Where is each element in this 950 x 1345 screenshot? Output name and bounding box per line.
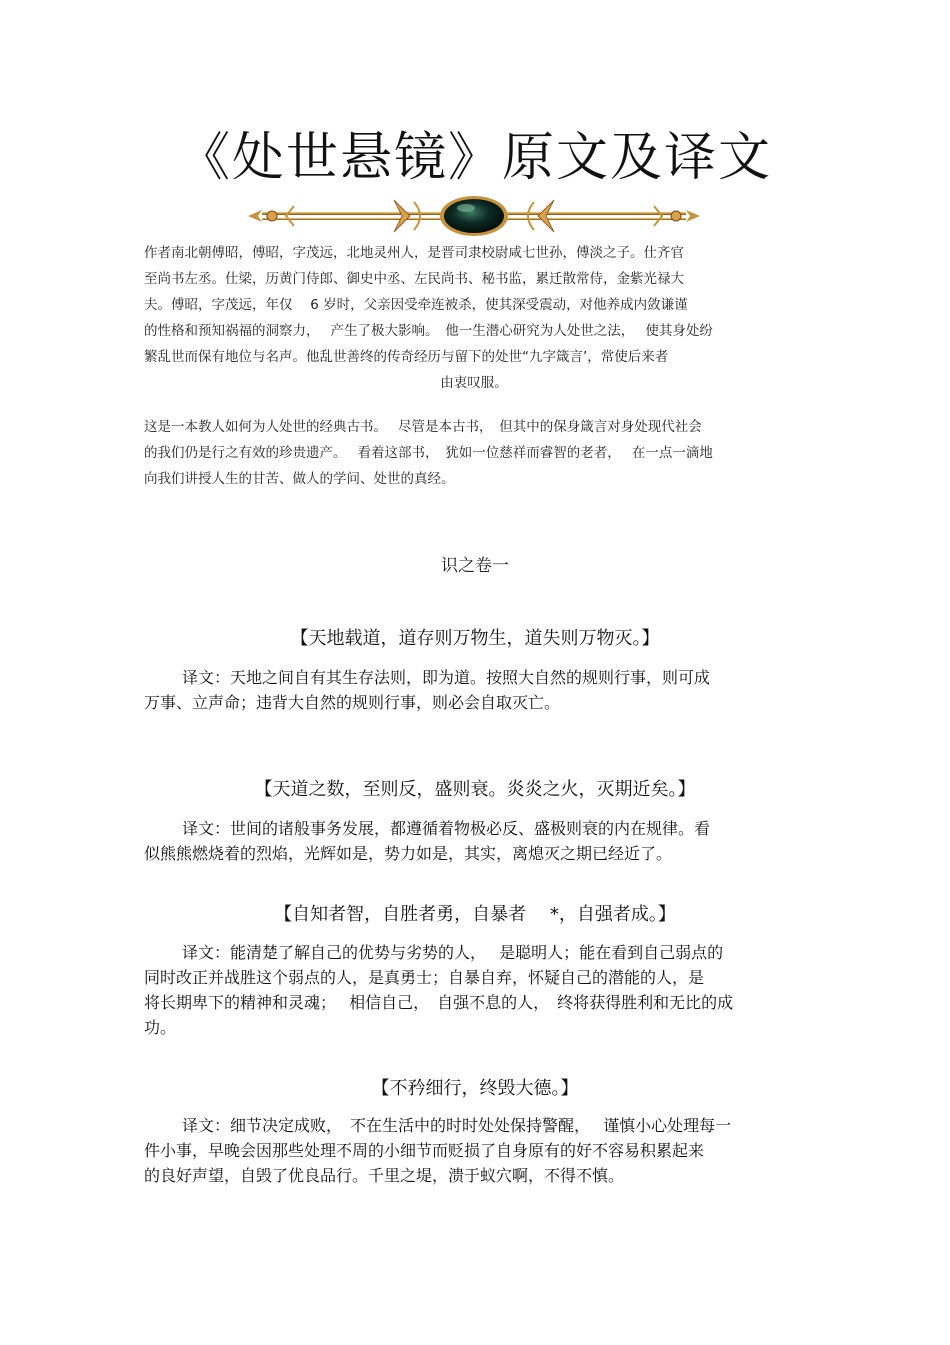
text-line: 由衷叹服。 [440, 375, 508, 391]
text-line: 似熊熊燃烧着的烈焰，光辉如是，势力如是，其实，离熄灭之期已经近了。 [144, 844, 673, 863]
text-line: 向我们讲授人生的甘苦、做人的学问、处世的真经。 [144, 471, 455, 487]
text-line: 译文：世间的诸般事务发展，都遵循着物极必反、盛极则衰的内在规律。看 [182, 819, 711, 838]
entry-translation [144, 940, 804, 1040]
text-line: 译文：细节决定成败， 不在生活中的时时处处保持警醒， 谨慎小心处理每一 [182, 1116, 732, 1135]
text-line: 作者南北朝傅昭，傅昭，字茂远，北地灵州人，是晋司隶校尉咸七世孙，傅淡之子。仕齐官 [144, 245, 684, 261]
entry-quote: 【天道之数，至则反，盛则衰。炎炎之火，灭期近矣。】 [254, 779, 696, 800]
text-line: 同时改正并战胜这个弱点的人，是真勇士；自暴自弃，怀疑自己的潜能的人，是 [144, 968, 705, 987]
section-heading: 识之卷一 [441, 556, 509, 576]
text-line: 的性格和预知祸福的洞察力， 产生了极大影响。 他一生潜心研究为人处世之法， 使其身处纷 [144, 323, 713, 339]
text-line: 件小事，早晚会因那些处理不周的小细节而贬损了自身原有的好不容易积累起来 [144, 1141, 705, 1160]
entry-quote: 【自知者智，自胜者勇，自暴者 *，自强者成。】 [274, 904, 676, 925]
ornamental-divider-icon [244, 192, 704, 238]
entry-translation [144, 816, 804, 866]
entry-translation [144, 1113, 804, 1188]
intro-paragraph-book [144, 414, 804, 492]
text-line: 译文：天地之间自有其生存法则，即为道。按照大自然的规则行事，则可成 [182, 668, 711, 687]
page-title: 《处世悬镜》原文及译文 [177, 128, 772, 188]
text-line: 至尚书左丞。仕梁，历黄门侍郎、御史中丞、左民尚书、秘书监，累迁散常侍，金紫光禄大 [144, 271, 684, 287]
text-line: 繁乱世而保有地位与名声。他乱世善终的传奇经历与留下的处世“九字箴言’，常使后来者 [144, 349, 669, 365]
text-line: 夫。傅昭，字茂远，年仅 6 岁时，父亲因受牵连被杀，使其深受震动，对他养成内敛谦谨 [144, 297, 688, 313]
text-line: 将长期卑下的精神和灵魂； 相信自己， 自强不息的人， 终将获得胜利和无比的成 [144, 993, 734, 1012]
text-line: 这是一本教人如何为人处世的经典古书。 尽管是本古书， 但其中的保身箴言对身处现代社会 [144, 419, 702, 435]
entry-quote: 【天地载道，道存则万物生，道失则万物灭。】 [290, 628, 660, 649]
entry-translation [144, 665, 804, 715]
entry-quote: 【不矜细行，终毁大德。】 [371, 1078, 579, 1099]
text-line: 功。 [144, 1018, 177, 1037]
text-line: 万事、立声命；违背大自然的规则行事，则必会自取灭亡。 [144, 693, 561, 712]
text-line: 的我们仍是行之有效的珍贵遗产。 看着这部书， 犹如一位慈祥而睿智的老者， 在一点一滴地 [144, 445, 713, 461]
text-line: 译文：能清楚了解自己的优势与劣势的人， 是聪明人；能在看到自己弱点的 [182, 943, 724, 962]
text-line: 的良好声望，自毁了优良品行。千里之堤，溃于蚁穴啊，不得不慎。 [144, 1166, 625, 1185]
intro-paragraph-author [144, 240, 804, 396]
